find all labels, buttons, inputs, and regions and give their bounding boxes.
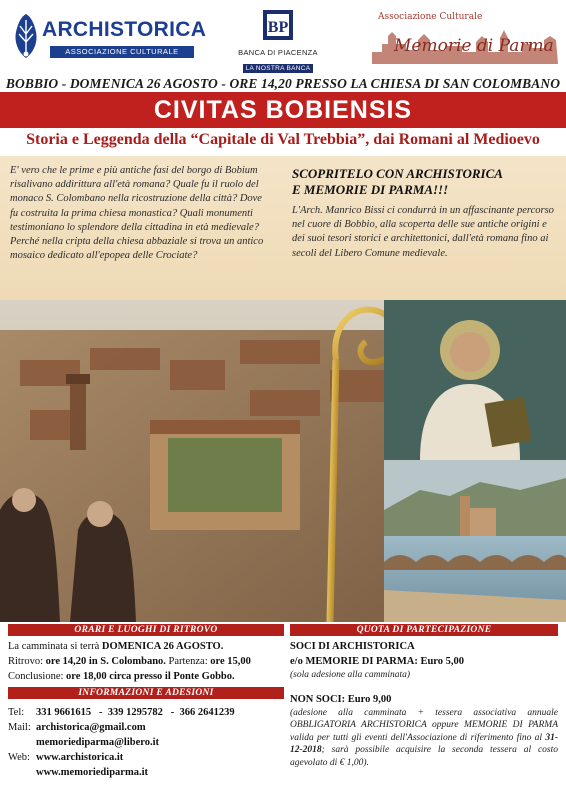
intro-discover <box>292 166 558 261</box>
info-section <box>0 624 566 800</box>
discover-text <box>292 204 558 261</box>
right-column <box>290 624 558 769</box>
phone-row: Tel: 331 9661615 - 339 1295782 - 366 2641239 <box>8 707 235 718</box>
palmette-icon <box>12 12 40 60</box>
discover-title-line: E MEMORIE DI PARMA!!! <box>292 182 449 197</box>
intro-line: risalivano addirittura all'età romana? Quale fu il ruolo del <box>10 179 259 191</box>
bobbio-collage-image <box>0 300 566 622</box>
discover-title <box>292 166 558 198</box>
membership-expiry-date: 31-12-2018 <box>290 732 558 755</box>
banca-monogram-icon <box>261 8 295 42</box>
mail-row-2 <box>8 735 284 750</box>
contacts-header: INFORMAZIONI E ADESIONI <box>8 687 284 699</box>
intro-line: testimoniano lo splendore della cittadina in età medievale? <box>10 221 259 233</box>
archistorica-logo <box>8 10 207 62</box>
members-fee-line-2: e/o MEMORIE DI PARMA: Euro 5,00 <box>290 656 465 667</box>
discover-line: L'Arch. Manrico Bissi ci condurrà in un affascinante percorso <box>292 205 554 216</box>
discover-line: secoli del Libero Comune medievale. <box>292 247 448 259</box>
svg-text:BP: BP <box>267 19 289 36</box>
intro-line: mosaico dedicato all'epopea delle Crociate? <box>10 250 198 262</box>
intro-line: monaco S. Colombano nella ricostruzione della città? Dove <box>10 193 262 205</box>
web-row: Web: www.archistorica.it <box>8 752 124 763</box>
archistorica-name: ARCHISTORICA <box>42 18 207 41</box>
banca-logo <box>228 8 328 72</box>
phone-numbers[interactable]: 331 9661615 - 339 1295782 - 366 2641239 <box>36 707 235 718</box>
event-date-line: BOBBIO - DOMENICA 26 AGOSTO - ORE 14,20 PRESSO LA CHIESA DI SAN COLOMBANO <box>5 76 561 91</box>
schedule-header: ORARI E LUOGHI DI RITROVO <box>8 624 284 636</box>
schedule-date-line: La camminata si terrà DOMENICA 26 AGOSTO. <box>8 641 224 652</box>
end-time: ore 18,00 circa presso il Ponte Gobbo. <box>66 671 235 682</box>
banca-slogan: LA NOSTRA BANCA <box>243 64 314 73</box>
intro-line: E' vero che le prime e più antiche fasi del borgo di Bobium <box>10 165 258 176</box>
memorie-name: Memorie di Parma <box>394 36 554 56</box>
title-banner <box>0 92 566 128</box>
memorie-assoc-label: Associazione Culturale <box>378 12 483 22</box>
page-title: CIVITAS BOBIENSIS <box>153 96 413 124</box>
members-fee-line-1: SOCI DI ARCHISTORICA <box>290 641 415 652</box>
schedule-end-line: Conclusione: ore 18,00 circa presso il Ponte Gobbo. <box>8 671 235 682</box>
non-members-fee-note: (adesione alla camminata + tessera associativa annuale OBBLIGATORIA ARCHISTORICA oppure MEMORIE DI PARMA valida per tutti gli eventi dell'Associazione di riferimento fino al 31-12-2018; sarà possibile acquisire la seconda tessera al costo agevolato di € 1,00). <box>290 707 558 768</box>
intro-line: fu costruita la prima chiesa monastica? Quali monumenti <box>10 207 253 219</box>
discover-title-line: SCOPRITELO CON ARCHISTORICA <box>292 166 503 181</box>
fees-header: QUOTA DI PARTECIPAZIONE <box>290 624 558 636</box>
discover-line: dei suoi tesori storici e architettonici, dall'età romana fino ai <box>292 233 549 245</box>
archistorica-subtitle: ASSOCIAZIONE CULTURALE <box>50 46 194 58</box>
memorie-di-parma-logo <box>372 8 558 64</box>
discover-line: nel cuore di Bobbio, alla scoperta delle sue antiche origini e <box>292 219 547 231</box>
departure-time: ore 15,00 <box>210 656 251 667</box>
logo-row <box>0 0 566 70</box>
website-link[interactable]: www.memoriediparma.it <box>36 767 148 778</box>
schedule-date: DOMENICA 26 AGOSTO. <box>101 641 224 652</box>
banca-name: BANCA DI PIACENZA <box>238 48 318 57</box>
schedule-meeting-line: Ritrovo: ore 14,20 in S. Colombano. Partenza: ore 15,00 <box>8 656 251 667</box>
intro-panel <box>0 156 566 300</box>
page-subtitle: Storia e Leggenda della “Capitale di Val Trebbia”, dai Romani al Medioevo <box>26 131 540 148</box>
email-link[interactable]: memoriediparma@libero.it <box>36 737 160 748</box>
intro-line: Perché nella cripta della chiesa abbaziale si trova un antico <box>10 236 264 248</box>
photo-collage <box>0 300 566 622</box>
website-link[interactable]: www.archistorica.it <box>36 752 124 763</box>
intro-questions <box>10 164 284 263</box>
non-members-fee: NON SOCI: Euro 9,00 <box>290 693 392 705</box>
members-fee-note: (sola adesione alla camminata) <box>290 670 411 680</box>
left-column <box>8 624 284 780</box>
meeting-time: ore 14,20 in S. Colombano. <box>45 656 166 667</box>
web-row-2 <box>8 765 284 780</box>
email-link[interactable]: archistorica@gmail.com <box>36 722 146 733</box>
mail-row: Mail: archistorica@gmail.com <box>8 722 146 733</box>
